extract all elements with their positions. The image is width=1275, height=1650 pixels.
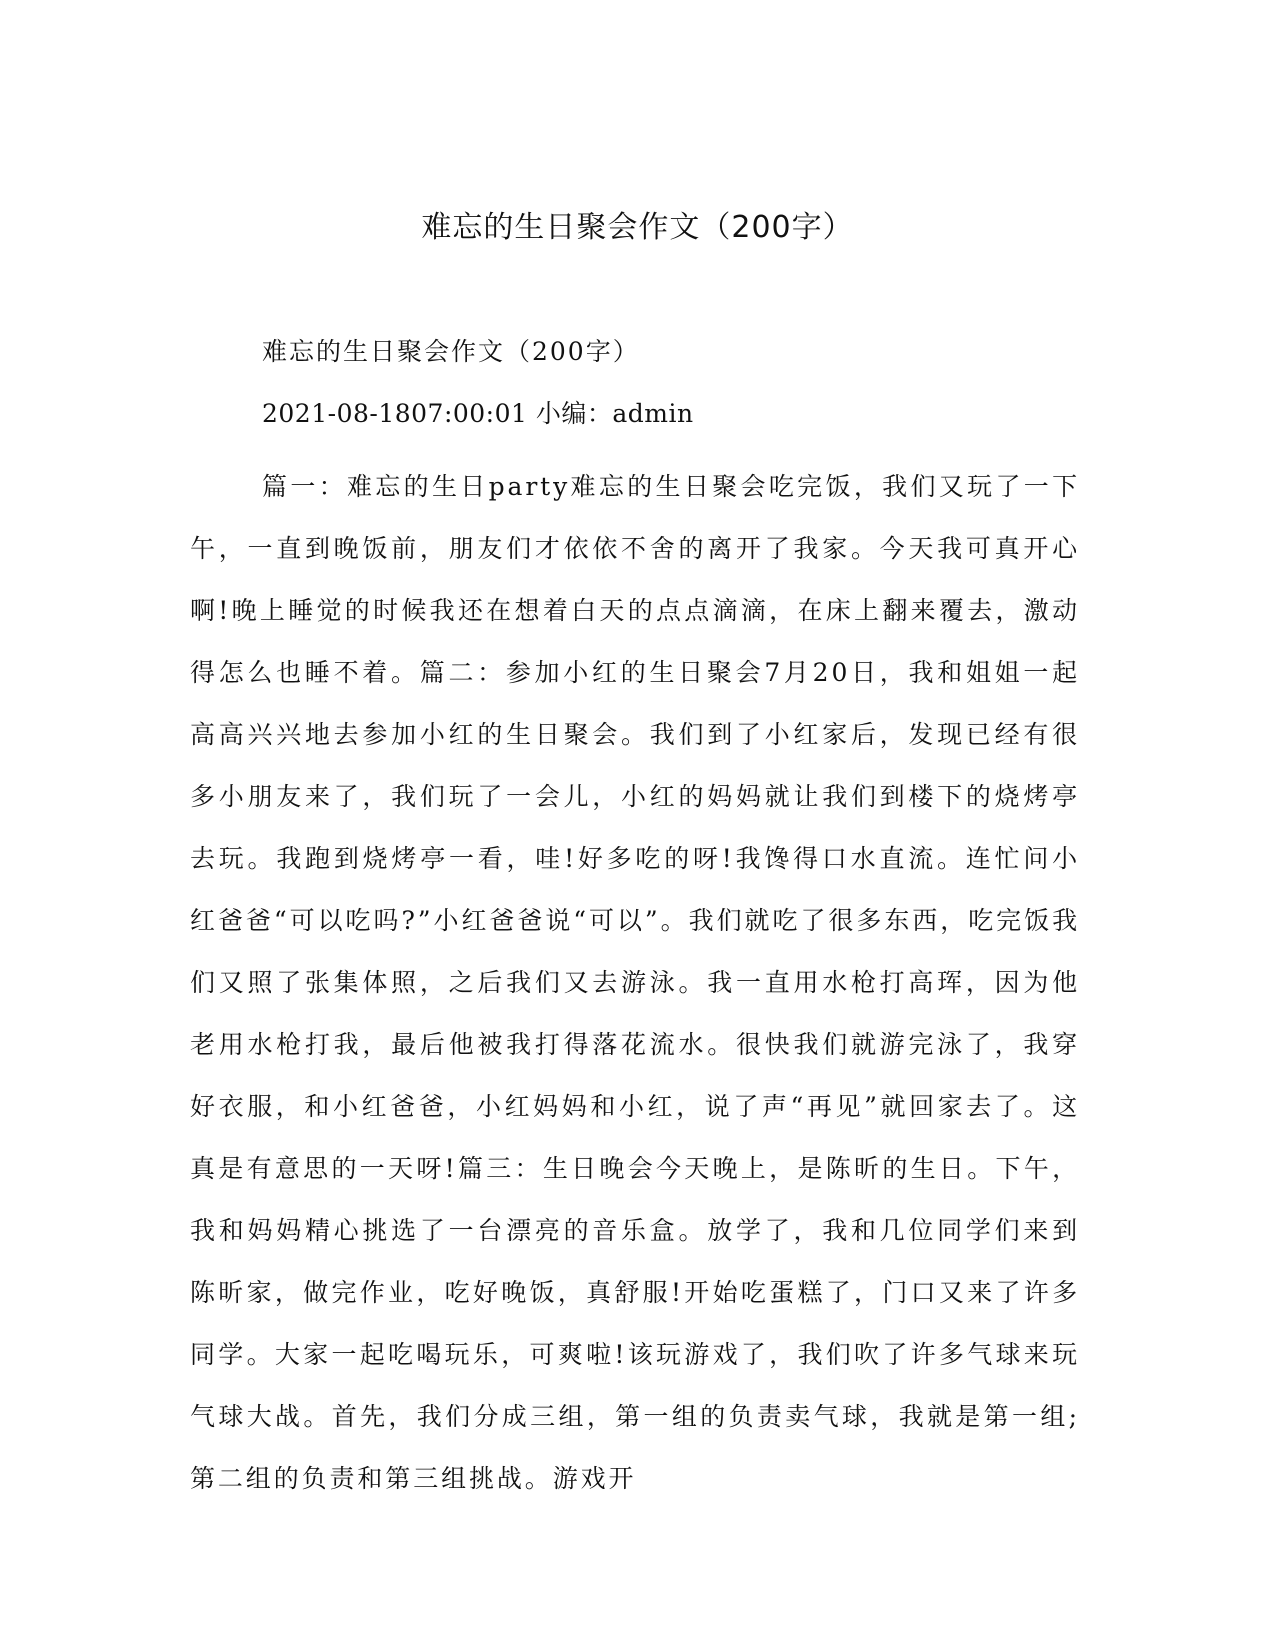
article-body: 篇一：难忘的生日party难忘的生日聚会吃完饭，我们又玩了一下午，一直到晚饭前，朋友们才依依不舍的离开了我家。今天我可真开心啊!晚上睡觉的时候我还在想着白天的点点滴滴，在床上翻来覆去，激动得怎么也睡不着。篇二：参加小红的生日聚会7月20日，我和姐姐一起高高兴兴地去参加小红的生日聚会。我们到了小红家后，发现已经有很多小朋友来了，我们玩了一会儿，小红的妈妈就让我们到楼下的烧烤亭去玩。我跑到烧烤亭一看，哇!好多吃的呀!我馋得口水直流。连忙问小红爸爸“可以吃吗?”小红爸爸说“可以”。我们就吃了很多东西，吃完饭我们又照了张集体照，之后我们又去游泳。我一直用水枪打高珲，因为他老用水枪打我，最后他被我打得落花流水。很快我们就游完泳了，我穿好衣服，和小红爸爸，小红妈妈和小红，说了声“再见”就回家去了。这真是有意思的一天呀!篇三：生日晚会今天晚上，是陈昕的生日。下午，我和妈妈精心挑选了一台漂亮的音乐盒。放学了，我和几位同学们来到陈昕家，做完作业，吃好晚饭，真舒服!开始吃蛋糕了，门口又来了许多同学。大家一起吃喝玩乐，可爽啦!该玩游戏了，我们吹了许多气球来玩气球大战。首先，我们分成三组，第一组的负责卖气球，我就是第一组;第二组的负责和第三组挑战。游戏开: [190, 472, 1080, 1493]
document-title: 难忘的生日聚会作文（200字）: [421, 210, 854, 245]
article-subtitle: 难忘的生日聚会作文（200字）: [262, 337, 640, 366]
date-author-line: 2021-08-1807:00:01 小编：admin: [262, 399, 694, 428]
